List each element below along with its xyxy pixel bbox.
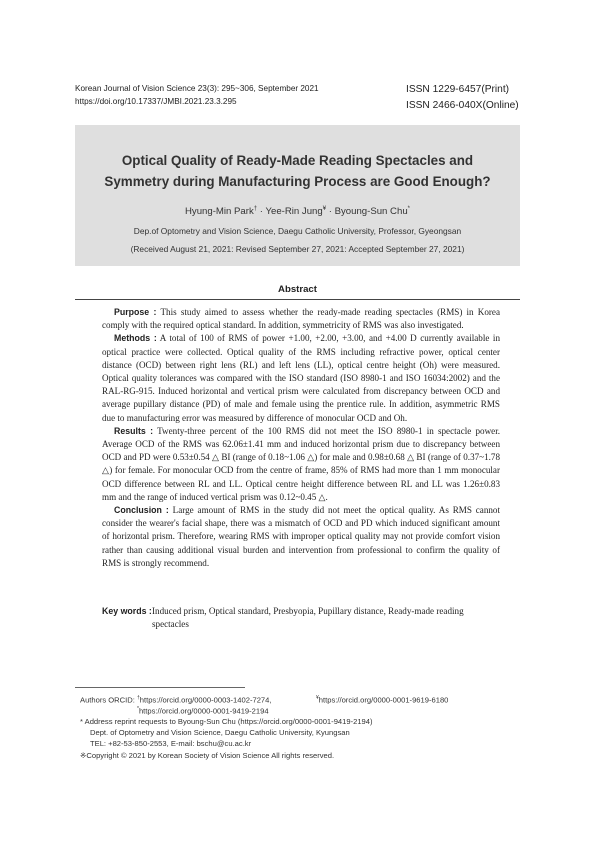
results-text: Twenty-three percent of the 100 RMS did not meet the ISO 8980-1 in spectacle power. Average OCD of the RMS was 62.06±1.41 mm and induced horizontal prism due to discrepancy between OCD and PD were 0.53±0.54 △ BI (range of 0.18~1.06 △) for male and 0.98±0.68 △ BI (range of 0.37~1.78 △) for female. For monocular OCD from the centre of frame, 85% of RMS had more than 1 mm monocular OCD difference between RL and LL. Optical centre height difference between RL and LL was 1.26±0.83 mm and the range of induced vertical prism was 0.12~0.45 △. xyxy=(102,425,501,502)
purpose-label: Purpose : xyxy=(114,307,157,317)
orcid-3-link[interactable]: https://orcid.org/0000-0001-9419-2194 xyxy=(138,706,269,716)
orcid-1-mark: † xyxy=(136,695,140,701)
orcid-2-mark: ¥ xyxy=(316,695,319,701)
keywords-label: Key words : xyxy=(102,606,152,616)
results-label: Results : xyxy=(114,425,154,436)
conclusion-paragraph xyxy=(102,504,500,570)
author-2: Yee-Rin Jung xyxy=(265,206,323,218)
journal-line: Korean Journal of Vision Science 23(3): 295~306, September 2021 xyxy=(75,84,319,93)
reprint-line-2: Dept. of Optometry and Vision Science, Daegu Catholic University, Kyungsan xyxy=(90,728,350,737)
issn-block xyxy=(406,82,519,114)
orcid-3-mark: * xyxy=(137,706,139,712)
conclusion-label: Conclusion : xyxy=(114,505,169,516)
author-separator: · xyxy=(257,206,266,218)
results-paragraph xyxy=(102,425,500,504)
doi-link[interactable]: https://doi.org/10.17337/JMBI.2021.23.3.295 xyxy=(75,97,237,106)
journal-citation xyxy=(75,82,319,108)
orcid-1-link[interactable]: https://orcid.org/0000-0003-1402-7274, xyxy=(139,695,272,705)
author-list xyxy=(75,206,520,217)
affiliation: Dep.of Optometry and Vision Science, Daegu Catholic University, Professor, Gyeongsan xyxy=(133,226,462,236)
reprint-line-3: TEL: +82-53-850-2553, E-mail: bschu@cu.ac.kr xyxy=(90,739,252,748)
issn-online: ISSN 2466-040X(Online) xyxy=(406,100,519,111)
article-title xyxy=(75,150,520,192)
author-3-mark: * xyxy=(407,206,411,212)
author-separator: · xyxy=(326,206,335,218)
title-box xyxy=(75,125,520,266)
orcid-2-link[interactable]: https://orcid.org/0000-0001-9619-6180 xyxy=(318,695,449,705)
author-2-mark: ¥ xyxy=(322,206,327,212)
purpose-text: This study aimed to assess whether the ready-made reading spectacles (RMS) in Korea comply with the required optical standard. In addition, symmetricity of RMS was also investigated. xyxy=(102,307,501,331)
methods-paragraph xyxy=(102,332,500,424)
orcid-label: Authors ORCID: xyxy=(80,695,135,705)
author-3: Byoung-Sun Chu xyxy=(334,206,408,218)
footnote-divider xyxy=(75,687,245,688)
author-1-mark: † xyxy=(253,206,258,212)
methods-text: A total of 100 of RMS of power +1.00, +2.00, +3.00, and +4.00 D currently available in optical practice were collected. Optical quality of the RMS including refractive power, optical center distance (OCD) between right lens (RL) and left lens (LL), optical centre height (Oh) were measured. Optical quality tolerances was compared with the ISO standard (ISO 8980-1 and ISO 16034:2002) and the RAL-RG-915. Induced horizontal and vertical prism were calculated from discrepancy between OCD and average pupillary distance (PD) of male and female using the prentice rule. In addition, asymmetric RMS due to manufacturing error was measured by difference of monocular OCD and Oh. xyxy=(102,333,500,423)
abstract-heading: Abstract xyxy=(278,284,317,295)
received-dates: (Received August 21, 2021: Revised September 27, 2021: Accepted September 27, 2021) xyxy=(130,244,465,254)
purpose-paragraph xyxy=(102,306,500,332)
title-line-2: Symmetry during Manufacturing Process are Good Enough? xyxy=(104,174,491,189)
abstract-divider xyxy=(75,299,520,300)
issn-print: ISSN 1229-6457(Print) xyxy=(406,84,510,95)
keywords xyxy=(102,605,502,631)
methods-label: Methods : xyxy=(114,333,157,344)
title-line-1: Optical Quality of Ready-Made Reading Spectacles and xyxy=(121,153,474,168)
conclusion-text: Large amount of RMS in the study did not meet the optical quality. As RMS cannot consider the wearer's facial shape, there was a mismatch of OCD and PD which induced significant amount of horizontal prism. Therefore, wearing RMS with improper optical quality may not provide comfort vision rather than causing additional visual burden and intervention from professional to confirm the quality of RMS is strongly recommend. xyxy=(102,505,500,568)
author-1: Hyung-Min Park xyxy=(184,206,254,218)
orcid-line-2 xyxy=(316,693,448,706)
reprint-line-1: * Address reprint requests to Byoung-Sun Chu (https://orcid.org/0000-0001-9419-2194) xyxy=(80,717,373,726)
copyright-notice: ※Copyright © 2021 by Korean Society of Vision Science All rights reserved. xyxy=(80,751,335,760)
abstract-body xyxy=(102,306,500,570)
keywords-text: Induced prism, Optical standard, Presbyopia, Pupillary distance, Ready-made reading spectacles xyxy=(152,606,464,630)
